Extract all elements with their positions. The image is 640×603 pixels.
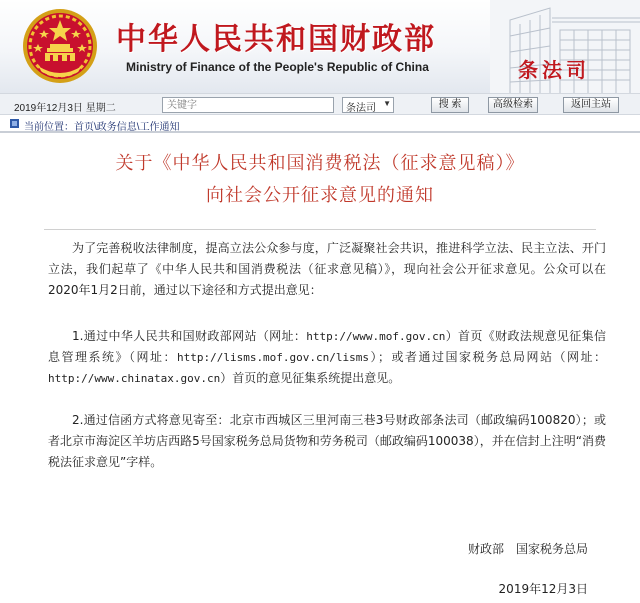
chevron-down-icon: ▼ [383, 99, 391, 108]
article-paragraph-method-1 [48, 326, 606, 389]
chinatax-url: http://www.chinatax.gov.cn [48, 372, 221, 385]
article-title-line-2: 向社会公开征求意见的通知 [206, 185, 434, 206]
article-title-line-1: 关于《中华人民共和国消费税法（征求意见稿）》 [115, 153, 525, 174]
site-header [0, 0, 640, 93]
article-paragraph-intro: 为了完善税收法律制度，提高立法公众参与度，广泛凝聚社会共识，推进科学立法、民主立法、开门立法，我们起草了《中华人民共和国消费税法（征求意见稿）》，现向社会公开征求意见。公众可以在2020年1月2日前，通过以下途径和方式提出意见： [48, 241, 606, 297]
search-button[interactable]: 搜 索 [431, 97, 469, 113]
paragraph-text: 1.通过中华人民共和国财政部网站（网址： [72, 329, 307, 343]
breadcrumb-separator: \ [136, 122, 140, 133]
breadcrumb-label: 当前位置： [24, 122, 74, 133]
site-title: 中华人民共和国财政部 [116, 22, 436, 57]
paragraph-text: ）首页的意见征集系统提出意见。 [220, 371, 401, 385]
paragraph-text: ）首页《财政法规意见征集信息管理系统》（网址： [48, 329, 606, 364]
current-date: 2019年12月3日 星期二 [14, 103, 116, 114]
search-scope-select[interactable] [342, 97, 394, 113]
site-title-english: Ministry of Finance of the People's Republic of China [126, 60, 429, 74]
location-square-icon [10, 119, 19, 128]
national-emblem-icon [20, 6, 100, 86]
search-scope-value: 条法司 [346, 103, 376, 114]
breadcrumb-home-link[interactable]: 首页 [74, 122, 94, 133]
mof-website-url: http://www.mof.gov.cn [306, 330, 446, 343]
advanced-search-button[interactable]: 高级检索 [488, 97, 538, 113]
lisms-url: http://lisms.mof.gov.cn/lisms [176, 351, 370, 364]
article-paragraph-method-2: 2.通过信函方式将意见寄至：北京市西城区三里河南三巷3号财政部条法司（邮政编码100820）；或者北京市海淀区羊坊店西路5号国家税务总局货物和劳务税司（邮政编码100038），并在信封上注明“消费税法征求意见”字样。 [48, 413, 606, 469]
return-home-button[interactable]: 返回主站 [563, 97, 619, 113]
top-toolbar [0, 93, 640, 115]
department-name: 条法司 [518, 58, 590, 82]
signature-date: 2019年12月3日 [498, 582, 588, 596]
paragraph-text: ）；或者通过国家税务总局网站（网址： [369, 350, 606, 364]
signatory: 财政部 国家税务总局 [467, 542, 588, 556]
breadcrumb-gov-info-link[interactable]: 政务信息 [96, 122, 137, 133]
title-divider [44, 229, 596, 230]
breadcrumb-work-notice-link[interactable]: 工作通知 [139, 122, 180, 133]
breadcrumb-separator: \ [94, 122, 97, 133]
breadcrumb [0, 115, 640, 133]
search-input[interactable] [162, 97, 334, 113]
